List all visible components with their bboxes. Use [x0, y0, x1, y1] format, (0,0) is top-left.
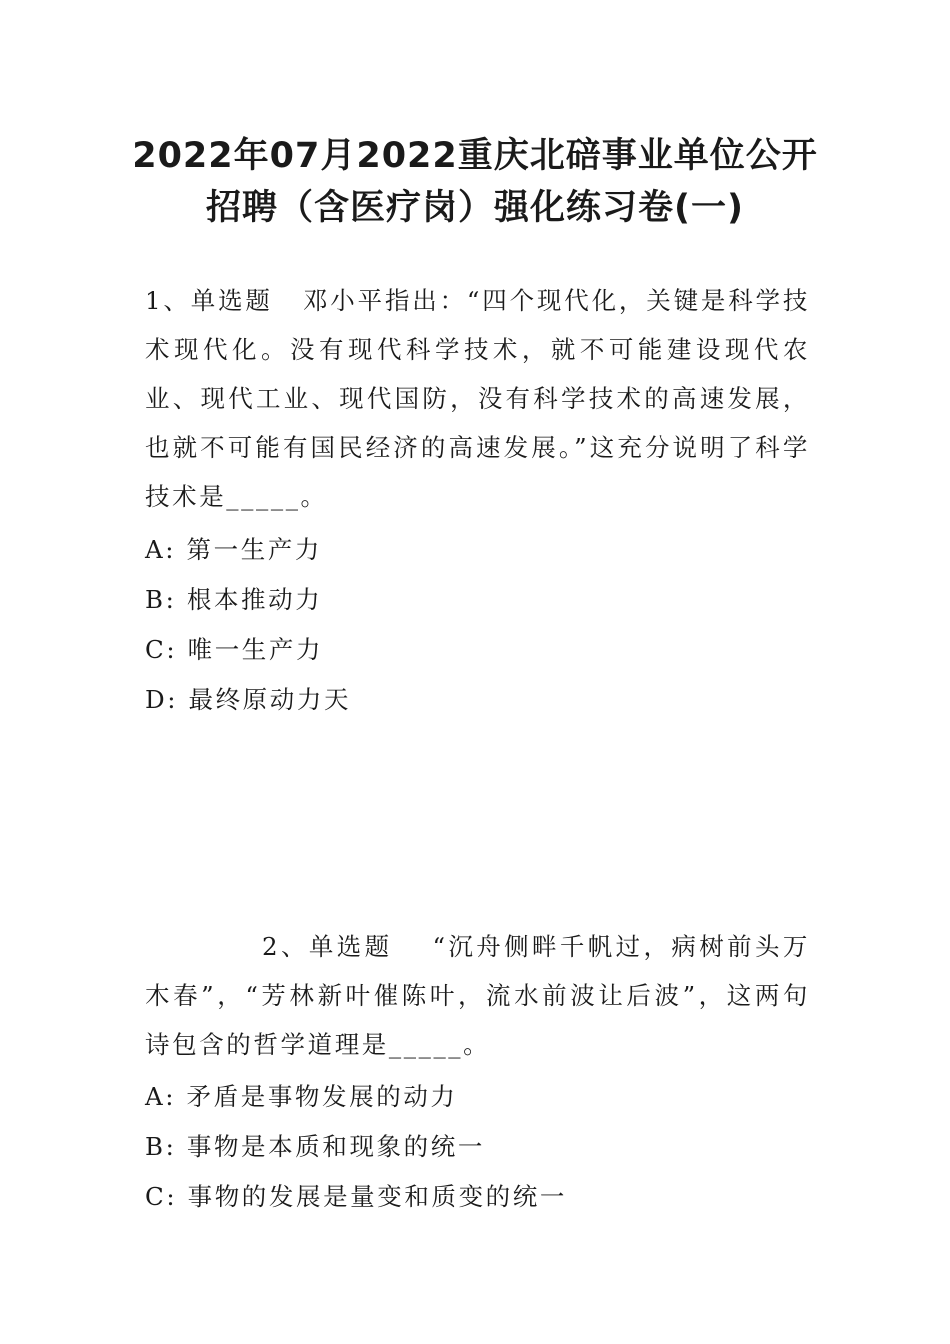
- question-type: 单选题: [308, 932, 393, 961]
- document-title-line-2: 招聘（含医疗岗）强化练习卷(一): [206, 188, 744, 228]
- question-2-option-c: C: 事物的发展是量变和质变的统一: [145, 1182, 567, 1211]
- document-title-line-1: 2022年07月2022重庆北碚事业单位公开: [132, 136, 818, 176]
- question-2-option-b: B: 事物是本质和现象的统一: [145, 1132, 485, 1161]
- question-type: 单选题: [190, 286, 273, 315]
- question-2-option-a: A: 矛盾是事物发展的动力: [145, 1082, 458, 1111]
- question-text: “沉舟侧畔千帆过，病树前头万木春”，“芳林新叶催陈叶，流水前波让后波”，这两句诗包含的哲学道理是_____。: [145, 932, 810, 1059]
- question-1-stem: [145, 276, 810, 521]
- question-1-option-c: C: 唯一生产力: [145, 635, 324, 664]
- question-text: 邓小平指出：“四个现代化，关键是科学技术现代化。没有现代科学技术，就不可能建设现代农业、现代工业、现代国防，没有科学技术的高速发展，也就不可能有国民经济的高速发展。”这充分说明了科学技术是_____。: [145, 286, 810, 511]
- question-number: 1、: [145, 286, 191, 315]
- question-1-option-b: B: 根本推动力: [145, 585, 323, 614]
- question-1-option-d: D: 最终原动力天: [145, 685, 352, 714]
- question-number: 2、: [262, 932, 309, 961]
- question-2-stem: [145, 922, 810, 1069]
- question-1-option-a: A: 第一生产力: [145, 535, 323, 564]
